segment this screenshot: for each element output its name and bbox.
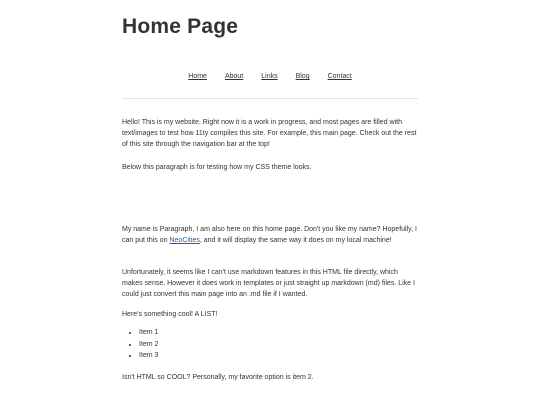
- navigation-bar: [122, 73, 418, 80]
- nav-link-contact[interactable]: Contact: [327, 73, 352, 80]
- list-item: • Item 2: [139, 339, 158, 351]
- markdown-paragraph: Unfortunately, it seems like I can't use markdown features in this HTML file directly, which makes sense. However it does work in templates or just straight up markdown (md) files. Like I could just convert this main page into an .md file if I wanted.: [122, 269, 415, 298]
- name-paragraph-text-end: , and it will display the same way it does on my local machine!: [199, 237, 392, 244]
- divider: [122, 98, 418, 99]
- name-paragraph: [122, 224, 420, 246]
- nav-link-home[interactable]: Home: [188, 73, 207, 80]
- intro-paragraph: Hello! This is my website. Right now it is a work in progress, and most pages are filled with text/images to test how 11ty compiles this site. For example, this main page. Check out the rest of this site through the navigation bar at the top!: [122, 119, 417, 148]
- closing-paragraph: Isn't HTML so COOL? Personally, my favorite option is item 2.: [122, 374, 314, 381]
- name-paragraph-text-start: My name is Paragraph, I am also here on this home page. Don't you like my name? Hopefully, I can put this on: [122, 226, 417, 244]
- list-intro-paragraph: Here's something cool! A LIST!: [122, 311, 218, 318]
- nav-link-about[interactable]: About: [224, 73, 244, 80]
- neocities-link[interactable]: NeoCities: [169, 237, 200, 244]
- nav-link-blog[interactable]: Blog: [295, 73, 310, 80]
- item-list: [122, 327, 158, 362]
- theme-test-paragraph: Below this paragraph is for testing how my CSS theme looks.: [122, 164, 312, 171]
- list-item: • Item 1: [139, 327, 158, 339]
- list-item: • Item 3: [139, 350, 158, 362]
- page-title: Home Page: [122, 15, 239, 38]
- nav-link-links[interactable]: Links: [261, 73, 278, 80]
